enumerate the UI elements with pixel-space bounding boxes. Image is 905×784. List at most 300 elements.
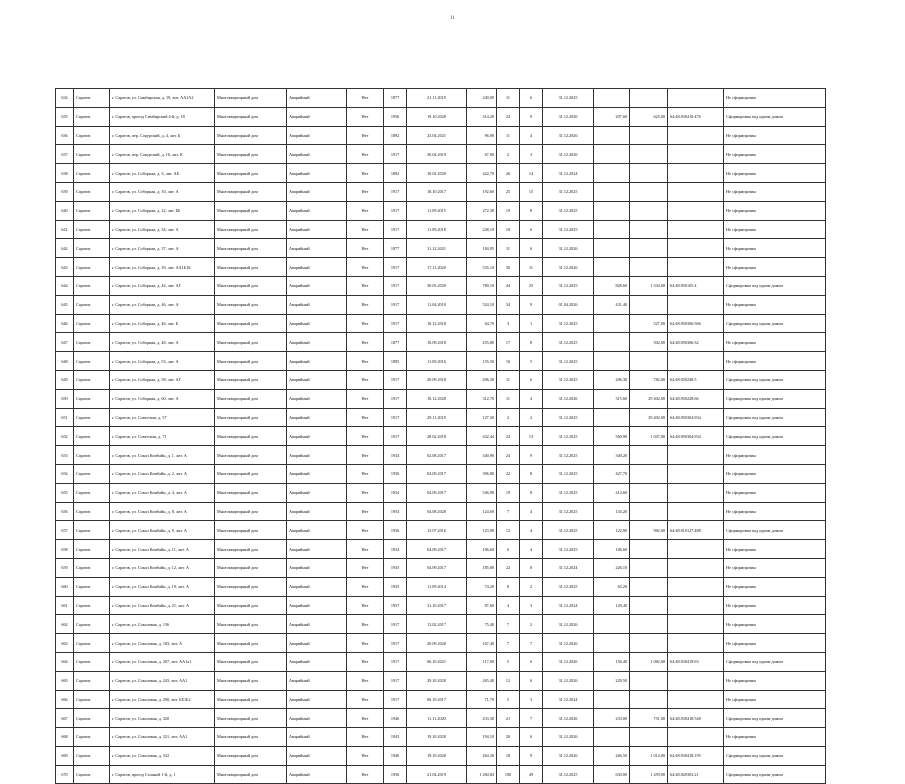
table-row [56,671,826,690]
cell-flag: Нет [347,558,384,577]
cell-date: 04.09.2017 [407,483,467,502]
cell-row-number: 659 [56,558,74,577]
cell-deadline: 31.12.2025 [543,483,594,502]
cell-row-number: 642 [56,239,74,258]
cell-flag: Нет [347,89,384,108]
cell-date: 13.02.2017 [407,615,467,634]
cell-address: г. Саратов, проезд Соляной 1-й, д. 1 [110,765,215,784]
cell-building-type: Многоквартирный дом [215,427,287,446]
cell-deadline: 31.12.2025 [543,540,594,559]
cell-row-number: 634 [56,89,74,108]
cell-condition: Аварийный [287,464,347,483]
cell-status: Сформирован под одним домом [724,408,826,427]
cell-value-a: 122,90 [594,521,630,540]
cell-value-a [594,408,630,427]
cell-date: 04.08.2020 [407,502,467,521]
cell-building-type: Многоквартирный дом [215,652,287,671]
cell-area: 312,70 [467,389,497,408]
cell-year: 1943 [384,728,407,747]
cell-residents: 12 [497,521,520,540]
cell-cadastral-number [668,671,724,690]
cell-status: Не сформирован [724,89,826,108]
cell-area: 264,30 [467,746,497,765]
cell-cadastral-number: 64:48:030418:195 [668,746,724,765]
cell-cadastral-number [668,596,724,615]
cell-building-type: Многоквартирный дом [215,483,287,502]
cell-flag: Нет [347,201,384,220]
cell-value-a: 106,60 [594,540,630,559]
cell-date: 10.02.2020 [407,164,467,183]
cell-units: 8 [520,483,543,502]
cell-area: 96,90 [467,126,497,145]
cell-value-a [594,333,630,352]
cell-row-number: 649 [56,370,74,389]
table-row [56,107,826,126]
cell-status: Не сформирован [724,295,826,314]
cell-deadline: 31.12.2026 [543,671,594,690]
cell-city: Саратов [74,333,110,352]
cell-city: Саратов [74,690,110,709]
cell-deadline: 31.12.2025 [543,464,594,483]
cell-area: 64,70 [467,314,497,333]
cell-status: Не сформирован [724,220,826,239]
cell-row-number: 669 [56,746,74,765]
cell-residents: 22 [497,558,520,577]
cell-residents: 7 [497,615,520,634]
cell-deadline: 31.12.2025 [543,370,594,389]
cell-condition: Аварийный [287,746,347,765]
cell-condition: Аварийный [287,502,347,521]
cell-cadastral-number [668,540,724,559]
cell-residents: 4 [497,596,520,615]
cell-deadline: 31.12.2026 [543,634,594,653]
cell-condition: Аварийный [287,728,347,747]
cell-row-number: 654 [56,464,74,483]
cell-building-type: Многоквартирный дом [215,258,287,277]
cell-value-b: 29 402,00 [630,408,668,427]
cell-address: г. Саратов, ул. Соколовая, д. 290, лит. ББ1Б2 [110,690,215,709]
cell-address: г. Саратов, ул. Соколовая, д. 183, лит. А [110,634,215,653]
cell-building-type: Многоквартирный дом [215,370,287,389]
cell-flag: Нет [347,464,384,483]
cell-flag: Нет [347,446,384,465]
table-row [56,521,826,540]
cell-year: 1917 [384,690,407,709]
cell-units: 8 [520,333,543,352]
cell-area: 206,30 [467,370,497,389]
cell-address: г. Саратов, проезд Симбирский 4-й, д. 18 [110,107,215,126]
cell-address: г. Саратов, ул. Соборная, д. 44, лит. АГ [110,276,215,295]
cell-date: 11.09.2018 [407,220,467,239]
cell-row-number: 664 [56,652,74,671]
cell-condition: Аварийный [287,107,347,126]
cell-value-a [594,145,630,164]
cell-residents: 11 [497,370,520,389]
cell-units: 9 [520,295,543,314]
cell-status: Сформирован под одним домом [724,709,826,728]
cell-address: г. Саратов, ул. Сокол Комбайн, д. 19, лит. А [110,577,215,596]
cell-cadastral-number [668,558,724,577]
cell-flag: Нет [347,107,384,126]
cell-value-b [630,558,668,577]
cell-status: Не сформирован [724,182,826,201]
cell-city: Саратов [74,765,110,784]
cell-city: Саратов [74,464,110,483]
cell-deadline: 31.12.2026 [543,709,594,728]
cell-status: Не сформирован [724,239,826,258]
cell-cadastral-number [668,182,724,201]
table-row [56,201,826,220]
cell-address: г. Саратов, ул. Соколовая, д. 332 [110,746,215,765]
cell-city: Саратов [74,314,110,333]
cell-residents: 100 [497,765,520,784]
table-row [56,182,826,201]
cell-value-a [594,220,630,239]
cell-status: Сформирован под одним домом [724,521,826,540]
cell-value-b [630,164,668,183]
cell-area: 127,30 [467,408,497,427]
cell-cadastral-number [668,295,724,314]
cell-value-b: 29 402,00 [630,389,668,408]
cell-condition: Аварийный [287,671,347,690]
cell-value-b [630,182,668,201]
cell-condition: Аварийный [287,276,347,295]
cell-date: 02.08.2017 [407,446,467,465]
cell-date: 06.10.2021 [407,652,467,671]
cell-residents: 5 [497,690,520,709]
table-row [56,464,826,483]
page-number: 11 [450,16,455,21]
table-row [56,690,826,709]
cell-row-number: 653 [56,446,74,465]
cell-value-b: 625,00 [630,107,668,126]
cell-year: 1917 [384,427,407,446]
cell-value-b [630,201,668,220]
cell-deadline: 31.12.2025 [543,182,594,201]
cell-value-b: 1 082,00 [630,652,668,671]
cell-value-b [630,596,668,615]
cell-building-type: Многоквартирный дом [215,164,287,183]
table-row [56,558,826,577]
cell-status: Сформирован под одним домом [724,765,826,784]
cell-status: Не сформирован [724,164,826,183]
table-row [56,333,826,352]
cell-flag: Нет [347,671,384,690]
cell-value-b: 782,00 [630,370,668,389]
cell-residents: 7 [497,502,520,521]
cell-area: 74,20 [467,577,497,596]
cell-value-b [630,239,668,258]
cell-units: 4 [520,521,543,540]
table-row [56,295,826,314]
cell-residents: 2 [497,408,520,427]
cell-city: Саратов [74,615,110,634]
cell-units: 11 [520,258,543,277]
cell-deadline: 31.12.2026 [543,389,594,408]
cell-flag: Нет [347,352,384,371]
cell-date: 11.09.2016 [407,352,467,371]
cell-value-a: 431,40 [594,295,630,314]
cell-building-type: Многоквартирный дом [215,182,287,201]
cell-building-type: Многоквартирный дом [215,201,287,220]
cell-date: 11.09.2015 [407,201,467,220]
cell-row-number: 652 [56,427,74,446]
cell-value-a [594,634,630,653]
cell-year: 1917 [384,220,407,239]
table-row [56,370,826,389]
cell-residents: 30 [497,258,520,277]
cell-cadastral-number: 64:48:010127:488 [668,521,724,540]
cell-city: Саратов [74,521,110,540]
cell-year: 1917 [384,276,407,295]
cell-area: 340,90 [467,446,497,465]
cell-city: Саратов [74,258,110,277]
cell-area: 194,10 [467,728,497,747]
cell-row-number: 645 [56,295,74,314]
cell-value-b [630,690,668,709]
cell-condition: Аварийный [287,182,347,201]
cell-residents: 24 [497,446,520,465]
cell-city: Саратов [74,182,110,201]
cell-condition: Аварийный [287,314,347,333]
cell-year: 1954 [384,502,407,521]
cell-row-number: 647 [56,333,74,352]
cell-date: 19.10.2020 [407,728,467,747]
table-row [56,652,826,671]
cell-deadline: 31.12.2025 [543,314,594,333]
cell-value-b [630,483,668,502]
cell-cadastral-number: 64:48:050105:4 [668,276,724,295]
cell-building-type: Многоквартирный дом [215,765,287,784]
cell-building-type: Многоквартирный дом [215,333,287,352]
cell-cadastral-number: 64:48:050304:934 [668,427,724,446]
cell-address: г. Саратов, ул. Сокол Комбайн, д. 4, лит. А [110,483,215,502]
cell-city: Саратов [74,558,110,577]
cell-date: 30.05.2020 [407,276,467,295]
cell-cadastral-number: 64:48:050304:934 [668,408,724,427]
cell-city: Саратов [74,746,110,765]
cell-row-number: 657 [56,521,74,540]
cell-date: 19.10.2020 [407,107,467,126]
cell-value-a: 340,20 [594,446,630,465]
cell-value-b: 982,00 [630,521,668,540]
cell-value-b [630,145,668,164]
cell-condition: Аварийный [287,634,347,653]
cell-units: 4 [520,540,543,559]
cell-row-number: 660 [56,577,74,596]
table-row [56,145,826,164]
cell-units: 8 [520,201,543,220]
cell-residents: 19 [497,483,520,502]
cell-condition: Аварийный [287,540,347,559]
cell-flag: Нет [347,427,384,446]
cell-flag: Нет [347,652,384,671]
cell-city: Саратов [74,276,110,295]
cell-value-a: 206,30 [594,370,630,389]
cell-flag: Нет [347,521,384,540]
cell-value-b [630,446,668,465]
cell-date: 11.11.2020 [407,709,467,728]
cell-cadastral-number: 64:48:030419:63 [668,652,724,671]
cell-value-a: 315,60 [594,389,630,408]
cell-year: 1917 [384,652,407,671]
cell-address: г. Саратов, ул. Сокол Комбайн, д. 21, лит. А [110,596,215,615]
cell-residents: 8 [497,577,520,596]
cell-residents: 18 [497,220,520,239]
cell-status: Не сформирован [724,258,826,277]
table-row [56,746,826,765]
cell-building-type: Многоквартирный дом [215,521,287,540]
cell-value-a [594,615,630,634]
cell-row-number: 644 [56,276,74,295]
cell-year: 1937 [384,596,407,615]
cell-units: 6 [520,652,543,671]
cell-deadline: 31.12.2024 [543,164,594,183]
cell-city: Саратов [74,652,110,671]
cell-city: Саратов [74,220,110,239]
cell-row-number: 648 [56,352,74,371]
cell-date: 04.09.2017 [407,464,467,483]
cell-value-a: 427,70 [594,464,630,483]
cell-value-b [630,671,668,690]
cell-status: Сформирован под одним домом [724,276,826,295]
cell-area: 272,30 [467,201,497,220]
cell-address: г. Саратов, ул. Соборная, д. 46, лит. А [110,295,215,314]
cell-date: 28.02.2018 [407,427,467,446]
cell-units: 9 [520,746,543,765]
cell-address: г. Саратов, пер. Сокурский, д. 4, лит. Б [110,126,215,145]
cell-deadline: 31.12.2025 [543,446,594,465]
cell-date: 29.10.2020 [407,671,467,690]
cell-deadline: 31.12.2025 [543,427,594,446]
cell-cadastral-number: 64:48:050248:5 [668,370,724,389]
cell-building-type: Многоквартирный дом [215,389,287,408]
cell-cadastral-number [668,89,724,108]
cell-condition: Аварийный [287,709,347,728]
cell-condition: Аварийный [287,89,347,108]
cell-year: 1877 [384,333,407,352]
cell-value-b [630,464,668,483]
cell-value-a: 266,50 [594,746,630,765]
cell-condition: Аварийный [287,352,347,371]
cell-area: 314,20 [467,107,497,126]
cell-address: г. Саратов, ул. Соборная, д. 3, лит. АБ [110,164,215,183]
cell-building-type: Многоквартирный дом [215,276,287,295]
cell-residents: 24 [497,427,520,446]
cell-building-type: Многоквартирный дом [215,220,287,239]
cell-address: г. Саратов, ул. Симбирская, д. 19, лит. АА1А2 [110,89,215,108]
cell-city: Саратов [74,370,110,389]
cell-value-a: 156,40 [594,652,630,671]
cell-address: г. Саратов, ул. Соборная, д. 37, лит. А [110,239,215,258]
cell-value-b [630,502,668,521]
cell-flag: Нет [347,258,384,277]
cell-building-type: Многоквартирный дом [215,89,287,108]
cell-city: Саратов [74,107,110,126]
cell-value-a [594,690,630,709]
cell-condition: Аварийный [287,408,347,427]
cell-deadline: 31.12.2024 [543,558,594,577]
table-row [56,126,826,145]
cell-units: 5 [520,352,543,371]
table-row [56,634,826,653]
cell-condition: Аварийный [287,126,347,145]
cell-year: 1917 [384,389,407,408]
cell-address: г. Саратов, ул. Соколовая, д. 320 [110,709,215,728]
cell-date: 11.04.2018 [407,295,467,314]
cell-deadline: 31.12.2024 [543,690,594,709]
cell-value-a: 65,20 [594,577,630,596]
cell-building-type: Многоквартирный дом [215,502,287,521]
cell-status: Сформирован под одним домом [724,107,826,126]
cell-residents: 26 [497,164,520,183]
cell-area: 124,60 [467,502,497,521]
cell-year: 1936 [384,464,407,483]
cell-flag: Нет [347,728,384,747]
cell-status: Не сформирован [724,446,826,465]
cell-condition: Аварийный [287,370,347,389]
cell-units: 2 [520,408,543,427]
cell-status: Сформирован под одним домом [724,389,826,408]
table-row [56,483,826,502]
cell-date: 06.10.2017 [407,690,467,709]
cell-date: 23.04.2021 [407,126,467,145]
cell-city: Саратов [74,671,110,690]
cell-row-number: 638 [56,164,74,183]
cell-value-b [630,615,668,634]
cell-building-type: Многоквартирный дом [215,446,287,465]
cell-status: Не сформирован [724,145,826,164]
cell-status: Не сформирован [724,483,826,502]
cell-address: г. Саратов, ул. Советская, д. 57 [110,408,215,427]
cell-year: 1917 [384,258,407,277]
cell-area: 233,30 [467,709,497,728]
table-row [56,164,826,183]
cell-deadline: 31.12.2025 [543,220,594,239]
cell-units: 13 [520,427,543,446]
cell-city: Саратов [74,502,110,521]
cell-value-a: 229,50 [594,671,630,690]
cell-status: Не сформирован [724,596,826,615]
cell-address: г. Саратов, ул. Соборная, д. 48, лит. А [110,333,215,352]
cell-residents: 21 [497,709,520,728]
table-row [56,408,826,427]
cell-value-a [594,258,630,277]
table-row [56,577,826,596]
cell-year: 1935 [384,577,407,596]
cell-residents: 22 [497,464,520,483]
cell-year: 1936 [384,521,407,540]
cell-residents: 20 [497,728,520,747]
table-row [56,540,826,559]
cell-year: 1892 [384,126,407,145]
cell-area: 117,00 [467,652,497,671]
cell-units: 9 [520,107,543,126]
cell-date: 21.11.2019 [407,89,467,108]
cell-flag: Нет [347,615,384,634]
cell-deadline: 31.12.2025 [543,765,594,784]
cell-city: Саратов [74,352,110,371]
cell-cadastral-number [668,220,724,239]
table-row [56,314,826,333]
cell-deadline: 31.12.2025 [543,577,594,596]
cell-condition: Аварийный [287,333,347,352]
cell-flag: Нет [347,220,384,239]
cell-city: Саратов [74,145,110,164]
cell-status: Не сформирован [724,352,826,371]
cell-value-a [594,164,630,183]
cell-building-type: Многоквартирный дом [215,634,287,653]
